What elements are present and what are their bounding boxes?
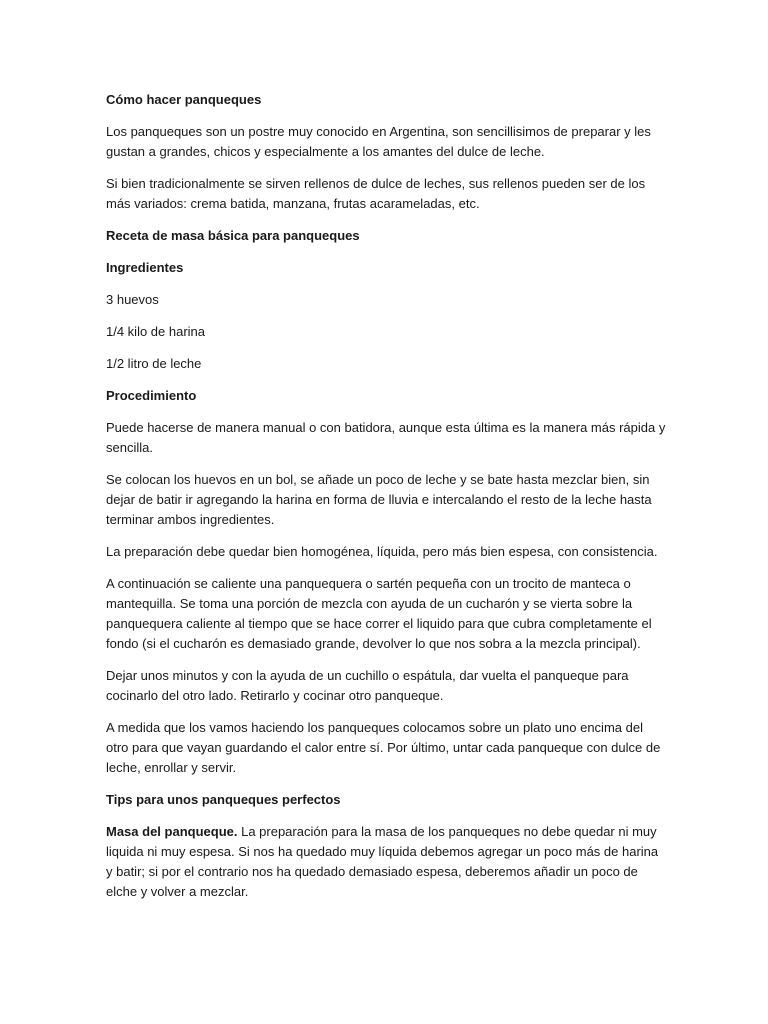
tip-paragraph — [106, 822, 666, 902]
procedure-paragraph-1: Puede hacerse de manera manual o con batidora, aunque esta última es la manera más rápida y sencilla. — [106, 420, 666, 455]
procedure-paragraph-2: Se colocan los huevos en un bol, se añade un poco de leche y se bate hasta mezclar bien, sin dejar de batir ir agregando la harina en forma de lluvia e intercalando el resto de la leche hasta terminar ambos ingredientes. — [106, 472, 652, 527]
intro-paragraph-2: Si bien tradicionalmente se sirven rellenos de dulce de leches, sus rellenos pueden ser de los más variados: crema batida, manzana, frutas acarameladas, etc. — [106, 176, 646, 211]
procedure-paragraph-6: A medida que los vamos haciendo los panqueques colocamos sobre un plato uno encima del otro para que vayan guardando el calor entre sí. Por último, untar cada panqueque con dulce de leche, enrollar y servir. — [106, 720, 661, 775]
procedure-paragraph-5: Dejar unos minutos y con la ayuda de un cuchillo o espátula, dar vuelta el panqueque para cocinarlo del otro lado. Retirarlo y cocinar otro panqueque. — [106, 668, 629, 703]
tips-heading: Tips para unos panqueques perfectos — [106, 792, 341, 807]
intro-paragraph-1: Los panqueques son un postre muy conocido en Argentina, son sencillisimos de preparar y les gustan a grandes, chicos y especialmente a los amantes del dulce de leche. — [106, 124, 651, 159]
tip-lead: Masa del panqueque. — [106, 824, 238, 839]
procedure-paragraph-4: A continuación se caliente una panquequera o sartén pequeña con un trocito de manteca o mantequilla. Se toma una porción de mezcla con ayuda de un cucharón y se vierta sobre la panquequera caliente al tiempo que se hace correr el liquido para que cubra completamente el fondo (si el cucharón es demasiado grande, devolver lo que nos sobra a la mezcla principal). — [106, 576, 652, 651]
ingredient-item: 1/2 litro de leche — [106, 356, 202, 371]
document-page — [106, 90, 666, 914]
ingredients-heading: Ingredientes — [106, 260, 184, 275]
tip-text: La preparación para la masa de los panqueques no debe quedar ni muy liquida ni muy espesa. Si nos ha quedado muy líquida debemos agregar un poco más de harina y batir; si por el contrario nos ha quedado demasiado espesa, deberemos añadir un poco de elche y volver a mezclar. — [106, 824, 659, 899]
recipe-heading: Receta de masa básica para panqueques — [106, 228, 360, 243]
procedure-paragraph-3: La preparación debe quedar bien homogénea, líquida, pero más bien espesa, con consistencia. — [106, 544, 658, 559]
ingredient-item: 1/4 kilo de harina — [106, 324, 206, 339]
ingredient-item: 3 huevos — [106, 292, 159, 307]
procedure-heading: Procedimiento — [106, 388, 197, 403]
document-title: Cómo hacer panqueques — [106, 92, 262, 107]
